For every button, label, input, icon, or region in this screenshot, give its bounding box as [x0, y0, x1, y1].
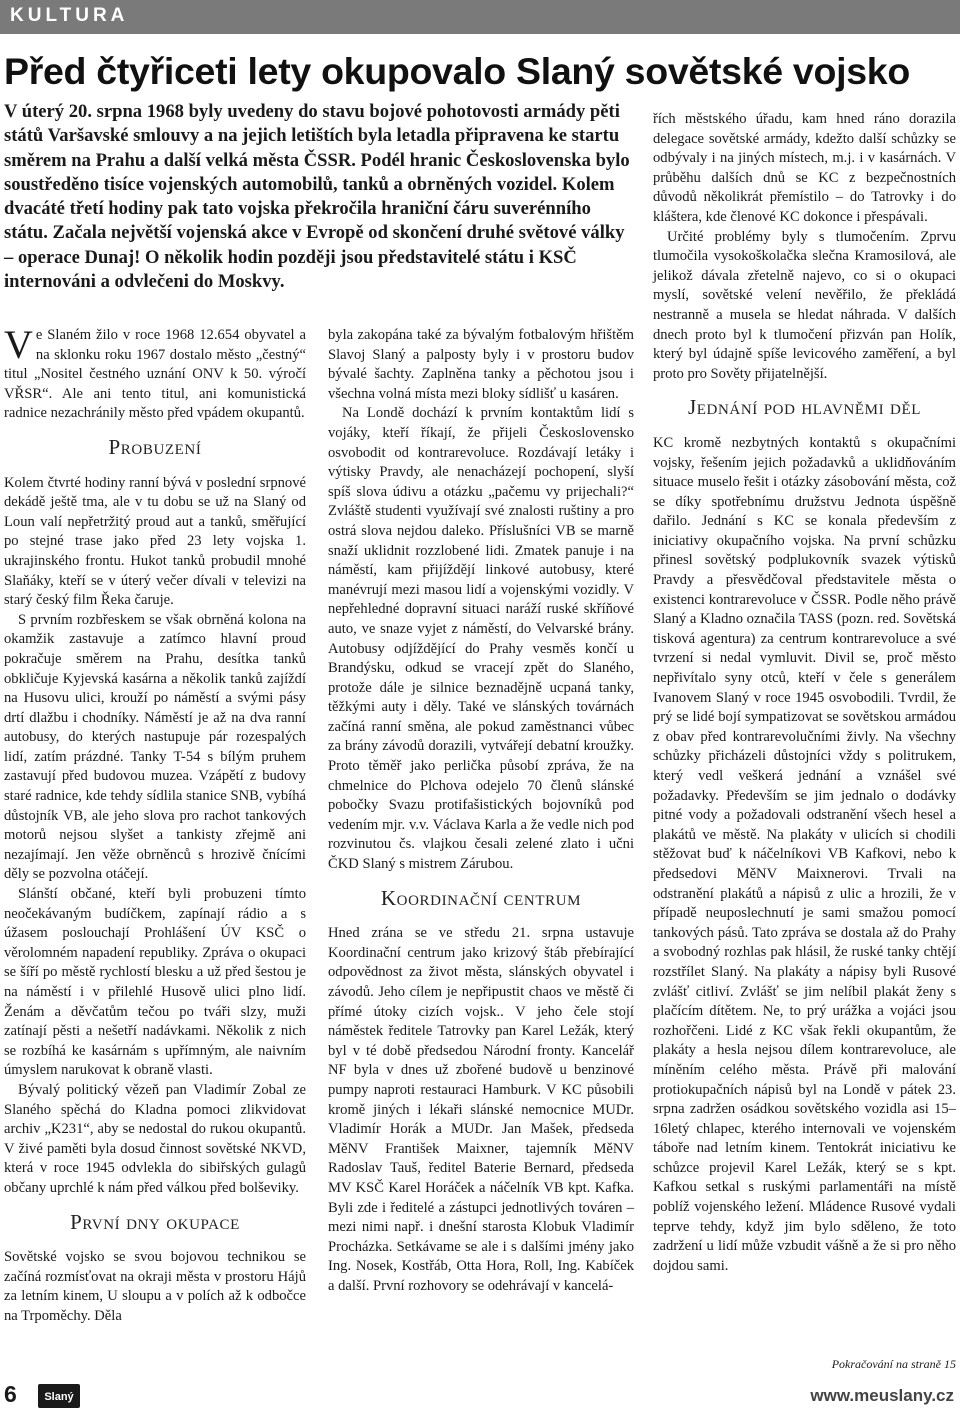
paragraph: S prvním rozbřeskem se však obrněná kolona na okamžik zastavuje a zatímco hlavní proud pokračuje směrem na Prahu, desítka tanků obkličuje Kyjevská kasárna a několik tanků zajíždí na Husovu ulici, krouží po náměstí a svými pásy drtí dlažbu i chodníky. Náměstí je až na dva ranní autobusy, do kterých nastupuje pár rozespalých lidí, zatím prázdné. Tanky T-54 s bílým pruhem zastavují před budovou muzea. Vzápětí z budovy staré radnice, kde tehdy sídlila stanice SNB, vybíhá důstojník VB, ale jeho slova pro rachot tankových motorů nejsou slyšet a tankisty zřejmě ani nezajímají. Jen věže obrněnců s hrozivě čnícími děly se pozvolna otáčejí. [4, 611, 306, 883]
paragraph: Určité problémy byly s tlumočením. Zprvu tlumočila vysokoškolačka slečna Kramosilová, ale jelikož dávala zřetelně najevo, co si o okupaci myslí, sovětské velení nevěřilo, že překládá nestranně a musela se hledat náhrada. V dalších dnech proto byl k tlumočení přizván pan Holík, který byl údajně spíše levicového zaměření, a byl proto pro Sověty přijatelnější. [653, 228, 956, 382]
paragraph: Kolem čtvrté hodiny ranní bývá v poslední srpnové dekádě ještě tma, ale v tu dobu se už na Slaný od Loun valí nepřetržitý proud aut a tanků, směřující po stejné trase jako před 23 lety vojska 1. ukrajinského frontu. Hukot tanků probudil mnohé Slaňáky, kteří se v úterý večer dívali v televizi na starý český film Řeka čaruje. [4, 474, 306, 609]
subhead-jednani: Jednání pod hlavněmi děl [687, 395, 922, 420]
paragraph: Sovětské vojsko se svou bojovou technikou se začíná rozmísťovat na okraji města v prostoru Hájů za letním kinem, U sloupu a v polích až k odbočce na Trpoměchy. Děla [4, 1249, 306, 1324]
paragraph: Bývalý politický vězeň pan Vladimír Zobal ze Slaného spěchá do Kladna pomoci zlikvidovat archiv „K231“, aby se nedostal do rukou okupantů. V živé paměti byla dosud činnost sovětské NKVD, která v roce 1945 odvlekla do sibiřských gulagů občany uprchlé k nám před válkou před bolševiky. [4, 1081, 306, 1196]
town-logo: Slaný [38, 1384, 80, 1408]
subhead-probuzeni: Probuzení [108, 434, 202, 459]
column-2 [328, 326, 634, 1297]
column-1 [4, 322, 306, 1327]
headline: Před čtyřiceti lety okupovalo Slaný sovětské vojsko [4, 50, 910, 92]
page-number: 6 [4, 1381, 17, 1407]
paragraph: Hned zrána se ve středu 21. srpna ustavuje Koordinační centrum jako krizový štáb přebírající odpovědnost za život města, slánských obyvatel i závodů. Jeho cílem je nepřipustit chaos ve městě či přímé útoky cizích vojsk.. V jeho čele stojí náměstek ředitele Tatrovky pan Karel Ležák, který byl v té době předsedou Národní fronty. Kancelář NF byla v dnes už zbořené budově u benzinové pumpy naproti restauraci Hamburk. V KC působili kromě jiných i lékaři slánské nemocnice MUDr. Vladimír Horák a MUDr. Jan Mašek, předseda MěNV František Maixner, tajemník MěNV Radoslav Tauš, ředitel Baterie Bernard, předseda MV KSČ Karel Horáček a náčelník VB kpt. Kafka. Byli zde i ředitelé a zástupci jednotlivých továren – mezi nimi např. i dnešní starosta Klobuk Vladimír Procházka. Setkávame se ale i s dalšími jmény jako Ing. Nosek, Kostřáb, Otta Hora, Roll, Ing. Kabíček a další. První rozhovory se odehrávají v kancelá- [328, 925, 634, 1294]
paragraph: Na Londě dochází k prvním kontaktům lidí s vojáky, kteří říkají, že přijeli Československo osvobodit od kontrarevoluce. Rozdávají letáky i výtisky Pravdy, ale nenacházejí pochopení, slyší spíš slova údivu a otázku „pačemu vy prijechali?“ Zvláště studenti využívají své znalosti ruštiny a pro ostrá slova nejdou daleko. Příslušníci VB se marně snaží uklidnit rozzlobené lidi. Zmatek panuje i na náměstí, kam přijíždějí linkové autobusy, které manévrují mezi masou lidí a vojenskými vozidly. V nepřehledné dopravní situaci naráží ruské skříňové auto, ve snaze vyjet z náměstí, do Velvarské brány. Autobusy odjíždějící do Prahy vesměs končí u Brandýsku, odkud se vracejí zpět do Slaného, protože dále je silnice beznadějně ucpaná tanky, těžkými auty i děly. Také ve slánských továrnách začíná ranní směna, ale pokud zaměstnanci vůbec za brány závodů dorazili, vytvářejí debatní kroužky. Proto těměř jako perlička působí zpráva, že na chmelnice do Plchova odejelo 70 členů slánské pobočky Svazu protifašistických bojovníků pod vedením mjr. v.v. Václava Karla a že vedle nich pod rozvinutou čs. vlajkou česali zelené zlato i učni ČKD Slaný s mistrem Zárubou. [328, 405, 634, 873]
section-label: KULTURA [0, 0, 960, 34]
paragraph: KC kromě nezbytných kontaktů s okupačními vojsky, řešením jejich požadavků a uklidňováním situace muselo řešit i otázky zásobování města, což se díky spotřebnímu družstvu Jednota úspěšně dařilo. Jednání s KC se konala především z iniciativy okupačního vojska. Na první schůzku přinesl sovětský podplukovník svazek výtisků Pravdy a přesvědčoval představitele města o existenci kontrarevoluce v ČSSR. Podle něho právě Slaný a Kladno označila TASS (pozn. red. Sovětská tisková agentura) za centrum kontrarevoluce a své tvrzení si nedal vymluvit. Divil se, proč město nepřivítalo syny otců, kteří v čele s generálem Ivanovem Slaný v roce 1945 osvobodili. Tvrdil, že prý se lidé bojí sympatizovat se sovětskou armádou z obav před kontrarevolučními živly. Na všechny schůzky přicházeli důstojníci vždy s politrukem, který vedl veškerá jednání a vznášel své požadavky. Především se jim jednalo o dodávky pitné vody a požadovali odstranění všech hesel a plakátů ve městě. Na plakáty v ulicích si chodili stěžovat buď k náčelníkovi VB Kafkovi, nebo k předsedovi MěNV Maixnerovi. Trvali na odstranění plakátů a nápisů z ulic a hrozili, že v případě neuposlechnutí je sami smažou pomocí tankových pásů. Tato zpráva se dostala až do Prahy a svobodný rozhlas pak hlásil, že ruské tanky chtějí rozstřílet Slaný. Na plakáty a nápisy byli Rusové zvlášť citliví. Zvlášť se jim nelíbil plakát ženy s plačícím dítětem. Ne, to prý urážka a vojáci jsou rozhořčeni. Lidé z KC však řekli okupantům, že plakáty a hesla nejsou dílem kontrarevoluce, ale míněním celého města. Právě při malování protiokupačních nápisů byl na Londě v pátek 23. srpna zadržen osádkou sovětského vozidla asi 15–16letý chlapec, kterého internovali ve vojenském táboře nad letním kinem. Tentokrát iniciativu ke schůzce projevil Karel Ležák, který se s kpt. Kafkou setkal s ruskými parlamentáři na místě poblíž vojenského ležení. Mládence Rusové vydali teprve tehdy, když jim bylo sděleno, že toto zadržení u lidí může vzbudit vášně a že si pro něho dojdou sami. [653, 434, 956, 1274]
column-3 [653, 110, 956, 1276]
intro-paragraph: Ve Slaném žilo v roce 1968 12.654 obyvatel a na sklonku roku 1967 dostalo město „čestný“ titul „Nositel čestného uznání ONV k 50. výročí VŘSR“. Ale ani tento titul, ani komunistická radnice nezachránily město před vpádem okupantů. [4, 322, 306, 422]
subhead-koordinacni-centrum: Koordinační centrum [380, 885, 582, 910]
subhead-prvni-dny: První dny okupace [70, 1209, 240, 1234]
lead-paragraph: V úterý 20. srpna 1968 byly uvedeny do stavu bojové pohotovosti armády pěti států Varšavské smlouvy a na jejich letištích byla letadla připravena ke startu směrem na Prahu a další velká města ČSSR. Podél hranic Československa bylo soustředěno tisíce vojenských automobilů, tanků a obrněných vozidel. Kolem dvacáté třetí hodiny pak tato vojska překročila hraniční čáru suverénního státu. Začala největší vojenská akce v Evropě od skončení druhé světové války – operace Dunaj! O několik hodin později jsou představitelé státu i KSČ internováni a odvlečeni do Moskvy. [4, 101, 630, 293]
paragraph: řích městského úřadu, kam hned ráno dorazila delegace sovětské armády, kdežto další schůzky se odbývaly i na jiných místech, m.j. i v kasárnách. V průběhu dalších dnů se KC z bezpečnostních důvodů několikrát přemístilo – do Tatrovky i do kláštera, kde členové KC dokonce i přespávali. [653, 111, 956, 225]
website-url: www.meuslany.cz [810, 1386, 954, 1405]
paragraph: Slánští občané, kteří byli probuzeni tímto neočekávaným budíčkem, zapínají rádio a s úžasem poslouchají Prohlášení ÚV KSČ o věrolomném napadení republiky. Zpráva o okupaci se šíří po městě rychlostí blesku a už před šestou je na náměstí i v přilehlé Husově ulici plno lidí. Ženám a děvčatům tečou po tváři slzy, muži zatínají pěsti a nešetří nadávkami. Několik z nich se rozbíhá ke kasárnám s upřímným, ale naivním úmyslem narukovat k obraně vlasti. [4, 886, 306, 1079]
continuation-note: Pokračování na straně 15 [831, 1357, 956, 1371]
paragraph: byla zakopána také za bývalým fotbalovým hřištěm Slavoj Slaný a palposty byly i v prostoru budov bývalé šachty. Zaplněna tanky a pěchotou jsou i všechna volná místa mezi bloky sídlišť u kasáren. [328, 327, 634, 402]
drop-cap: V [4, 322, 33, 367]
